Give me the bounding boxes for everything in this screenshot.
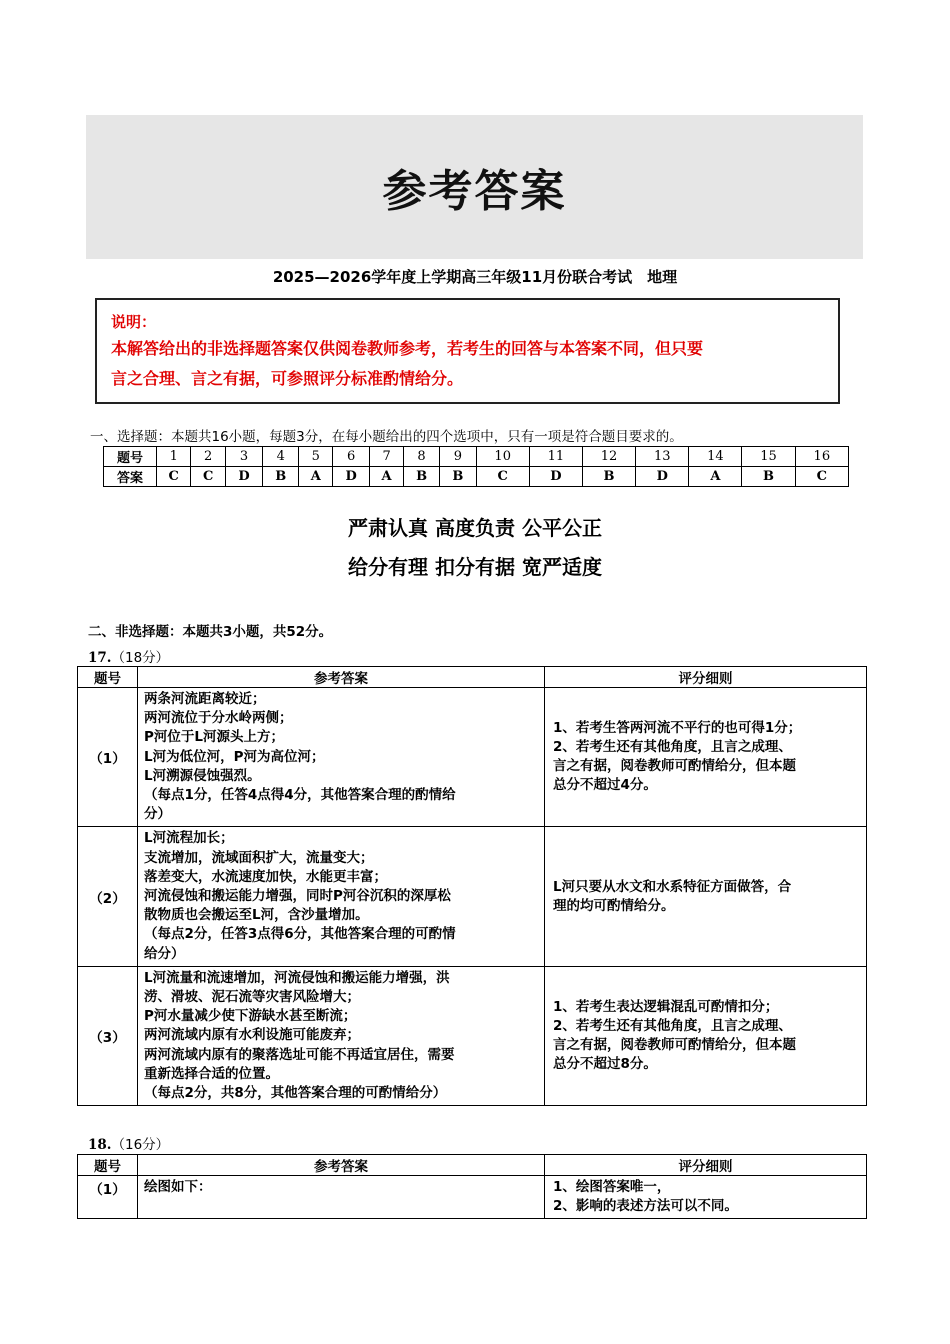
header-num: 题号 [78, 667, 138, 688]
scoring-criteria-cell [545, 1176, 867, 1219]
notice-line: 本解答给出的非选择题答案仅供阅卷教师参考，若考生的回答与本答案不同，但只要 [111, 339, 704, 358]
answer-line: L河溯源侵蚀强烈。 [144, 767, 261, 784]
answer-line: 散物质也会搬运至L河，含沙量增加。 [144, 907, 369, 924]
answer-line: 两河流域内原有水利设施可能废弃； [144, 1027, 360, 1044]
header-crit: 评分细则 [545, 1155, 867, 1176]
criteria-line: 总分不超过4分。 [553, 777, 657, 794]
answer-line: （每点2分，任答3点得6分，其他答案合理的可酌情 [144, 926, 456, 943]
scoring-criteria-cell [545, 688, 867, 827]
answer-line: （每点2分，共8分，其他答案合理的可酌情给分） [144, 1085, 447, 1102]
choice-answer-cell: A [689, 467, 742, 487]
choice-answer-cell: B [742, 467, 795, 487]
answer-line: 绘图如下： [144, 1179, 212, 1195]
slogan-line: 严肃认真 高度负责 公平公正 [348, 516, 602, 540]
choice-answer-cell: D [529, 467, 582, 487]
question-label [88, 1133, 169, 1153]
q17-answer-table [77, 666, 867, 1106]
choice-number-cell: 4 [263, 447, 299, 467]
answer-line: 河流侵蚀和搬运能力增强，同时P河谷沉积的深厚松 [144, 888, 451, 905]
answer-line: 支流增加，流域面积扩大，流量变大； [144, 849, 374, 866]
slogan-line: 给分有理 扣分有据 宽严适度 [348, 555, 602, 579]
page-title: 参考答案 [382, 166, 567, 217]
choice-answer-cell: D [225, 467, 262, 487]
choice-number-cell: 2 [191, 447, 225, 467]
choice-number-cell: 3 [225, 447, 262, 467]
choice-answer-cell: C [795, 467, 848, 487]
criteria-line: 1、若考生答两河流不平行的也可得1分； [553, 720, 802, 737]
sub-question-number: （1） [78, 1176, 138, 1219]
choice-number-cell: 6 [333, 447, 370, 467]
answer-line: 两条河流距离较近； [144, 691, 266, 707]
choice-number-cell: 1 [157, 447, 191, 467]
sub-question-number: （1） [78, 688, 138, 827]
answer-line: L河流程加长； [144, 830, 234, 847]
reference-answer-cell [138, 966, 545, 1105]
choice-number-cell: 13 [636, 447, 689, 467]
table-row [78, 966, 867, 1105]
row-label: 答案 [104, 467, 157, 487]
choice-answer-cell: B [582, 467, 635, 487]
choice-answer-cell: C [157, 467, 191, 487]
choice-answer-cell: B [440, 467, 476, 487]
choice-number-cell: 5 [299, 447, 333, 467]
answer-line: L河流量和流速增加，河流侵蚀和搬运能力增强，洪 [144, 969, 450, 986]
question-label [88, 646, 169, 666]
choice-number-row [104, 447, 849, 467]
table-row [78, 688, 867, 827]
answer-line: 分） [144, 806, 171, 823]
header-ref: 参考答案 [138, 667, 545, 688]
criteria-line: 总分不超过8分。 [553, 1056, 657, 1073]
question-number: 17. [88, 650, 112, 666]
table-row [78, 827, 867, 966]
choice-number-cell: 15 [742, 447, 795, 467]
question-number: 18. [88, 1137, 112, 1153]
header-crit: 评分细则 [545, 667, 867, 688]
q18-answer-table [77, 1154, 867, 1219]
notice-line: 言之合理、言之有据，可参照评分标准酌情给分。 [111, 369, 464, 388]
notice-title: 说明： [111, 313, 157, 331]
criteria-line: L河只要从水文和水系特征方面做答，合 [553, 878, 792, 895]
answer-line: L河为低位河，P河为高位河； [144, 748, 325, 765]
header-num: 题号 [78, 1155, 138, 1176]
reference-answer-cell [138, 1176, 545, 1219]
question-score: （16分） [111, 1137, 170, 1153]
reference-answer-cell [138, 688, 545, 827]
choice-number-cell: 11 [529, 447, 582, 467]
choice-answer-cell: D [636, 467, 689, 487]
table-row [78, 1176, 867, 1219]
choice-answer-cell: D [333, 467, 370, 487]
choice-answer-row [104, 467, 849, 487]
choice-number-cell: 16 [795, 447, 848, 467]
criteria-line: 1、绘图答案唯一， [553, 1179, 671, 1195]
sub-question-number: （3） [78, 966, 138, 1105]
scoring-criteria-cell [545, 966, 867, 1105]
criteria-line: 言之有据，阅卷教师可酌情给分，但本题 [553, 758, 796, 775]
criteria-line: 1、若考生表达逻辑混乱可酌情扣分； [553, 999, 779, 1016]
choice-answer-cell: A [370, 467, 404, 487]
choice-answer-cell: B [403, 467, 439, 487]
table-header [78, 1155, 867, 1176]
choice-number-cell: 10 [476, 447, 529, 467]
answer-line: （每点1分，任答4点得4分，其他答案合理的酌情给 [144, 787, 456, 804]
title-banner [86, 115, 863, 259]
choice-number-cell: 9 [440, 447, 476, 467]
choice-number-cell: 8 [403, 447, 439, 467]
criteria-line: 2、若考生还有其他角度，且言之成理、 [553, 1018, 792, 1035]
notice-box [95, 298, 840, 404]
choice-answer-cell: C [191, 467, 225, 487]
exam-subtitle: 2025—2026学年度上学期高三年级11月份联合考试 地理 [272, 268, 678, 286]
choice-number-cell: 14 [689, 447, 742, 467]
choice-answer-cell: A [299, 467, 333, 487]
criteria-line: 理的均可酌情给分。 [553, 897, 675, 914]
answer-line: P河位于L河源头上方； [144, 729, 284, 746]
choice-number-cell: 12 [582, 447, 635, 467]
answer-line: 重新选择合适的位置。 [144, 1065, 279, 1082]
choice-answer-cell: B [263, 467, 299, 487]
criteria-line: 2、影响的表述方法可以不同。 [553, 1198, 738, 1214]
criteria-line: 言之有据，阅卷教师可酌情给分，但本题 [553, 1037, 796, 1054]
reference-answer-cell [138, 827, 545, 966]
question-score: （18分） [111, 650, 170, 666]
notice-body [111, 334, 824, 394]
header-ref: 参考答案 [138, 1155, 545, 1176]
scoring-criteria-cell [545, 827, 867, 966]
answer-line: P河水量减少使下游缺水甚至断流； [144, 1008, 357, 1025]
sub-question-number: （2） [78, 827, 138, 966]
answer-line: 涝、滑坡、泥石流等灾害风险增大； [144, 989, 360, 1006]
answer-line: 给分） [144, 945, 185, 962]
row-label: 题号 [104, 447, 157, 467]
section2-intro: 二、非选择题：本题共3小题，共52分。 [88, 624, 333, 640]
choice-answer-cell: C [476, 467, 529, 487]
choice-number-cell: 7 [370, 447, 404, 467]
answer-line: 落差变大，水流速度加快，水能更丰富； [144, 868, 387, 885]
section1-intro: 一、选择题：本题共16小题，每题3分，在每小题给出的四个选项中，只有一项是符合题目要求的。 [90, 429, 683, 445]
criteria-line: 2、若考生还有其他角度，且言之成理、 [553, 739, 792, 756]
answer-line: 两河流域内原有的聚落选址可能不再适宜居住，需要 [144, 1046, 455, 1063]
answer-line: 两河流位于分水岭两侧； [144, 710, 293, 727]
table-header [78, 667, 867, 688]
choice-answer-table [103, 446, 849, 487]
